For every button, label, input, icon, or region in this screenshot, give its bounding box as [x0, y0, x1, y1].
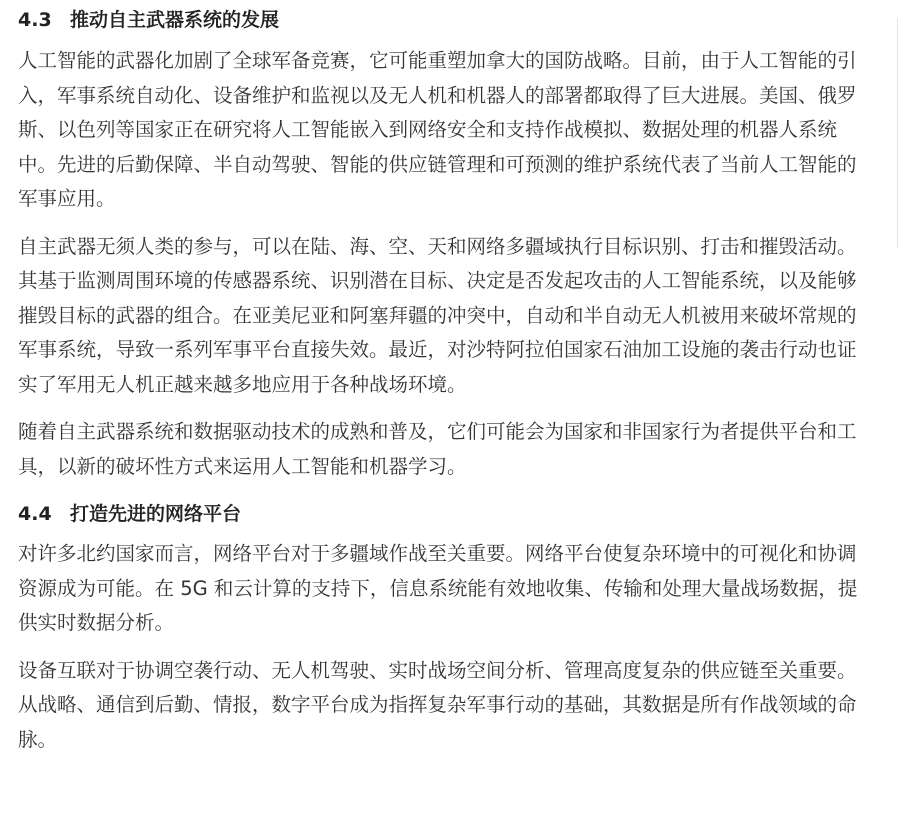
paragraph: 设备互联对于协调空袭行动、无人机驾驶、实时战场空间分析、管理高度复杂的供应链至关重要。从战略、通信到后勤、情报，数字平台成为指挥复杂军事行动的基础，其数据是所有作战领域的命脉。: [18, 658, 857, 751]
section-heading-4-4: [18, 502, 860, 526]
scroll-edge-divider: [897, 18, 898, 248]
paragraph: 随着自主武器系统和数据驱动技术的成熟和普及，它们可能会为国家和非国家行为者提供平台和工具，以新的破坏性方式来运用人工智能和机器学习。: [18, 420, 857, 478]
section-title: 推动自主武器系统的发展: [70, 9, 280, 31]
paragraph: 对许多北约国家而言，网络平台对于多疆域作战至关重要。网络平台使复杂环境中的可视化和协调资源成为可能。在 5G 和云计算的支持下，信息系统能有效地收集、传输和处理大量战场数据，提供实时数据分析。: [18, 542, 858, 634]
paragraph: 人工智能的武器化加剧了全球军备竞赛，它可能重塑加拿大的国防战略。目前，由于人工智能的引入，军事系统自动化、设备维护和监视以及无人机和机器人的部署都取得了巨大进展。美国、俄罗斯、以色列等国家正在研究将人工智能嵌入到网络安全和支持作战模拟、数据处理的机器人系统中。先进的后勤保障、半自动驾驶、智能的供应链管理和可预测的维护系统代表了当前人工智能的军事应用。: [18, 49, 857, 210]
paragraph: 自主武器无须人类的参与，可以在陆、海、空、天和网络多疆域执行目标识别、打击和摧毁活动。其基于监测周围环境的传感器系统、识别潜在目标、决定是否发起攻击的人工智能系统，以及能够摧毁目标的武器的组合。在亚美尼亚和阿塞拜疆的冲突中，自动和半自动无人机被用来破坏常规的军事系统，导致一系列军事平台直接失效。最近，对沙特阿拉伯国家石油加工设施的袭击行动也证实了军用无人机正越来越多地应用于各种战场环境。: [18, 234, 857, 396]
article-body: [18, 0, 860, 757]
section-number: 4.4: [18, 503, 52, 525]
section-title: 打造先进的网络平台: [70, 503, 242, 525]
section-number: 4.3: [18, 9, 52, 31]
section-heading-4-3: [18, 8, 860, 32]
